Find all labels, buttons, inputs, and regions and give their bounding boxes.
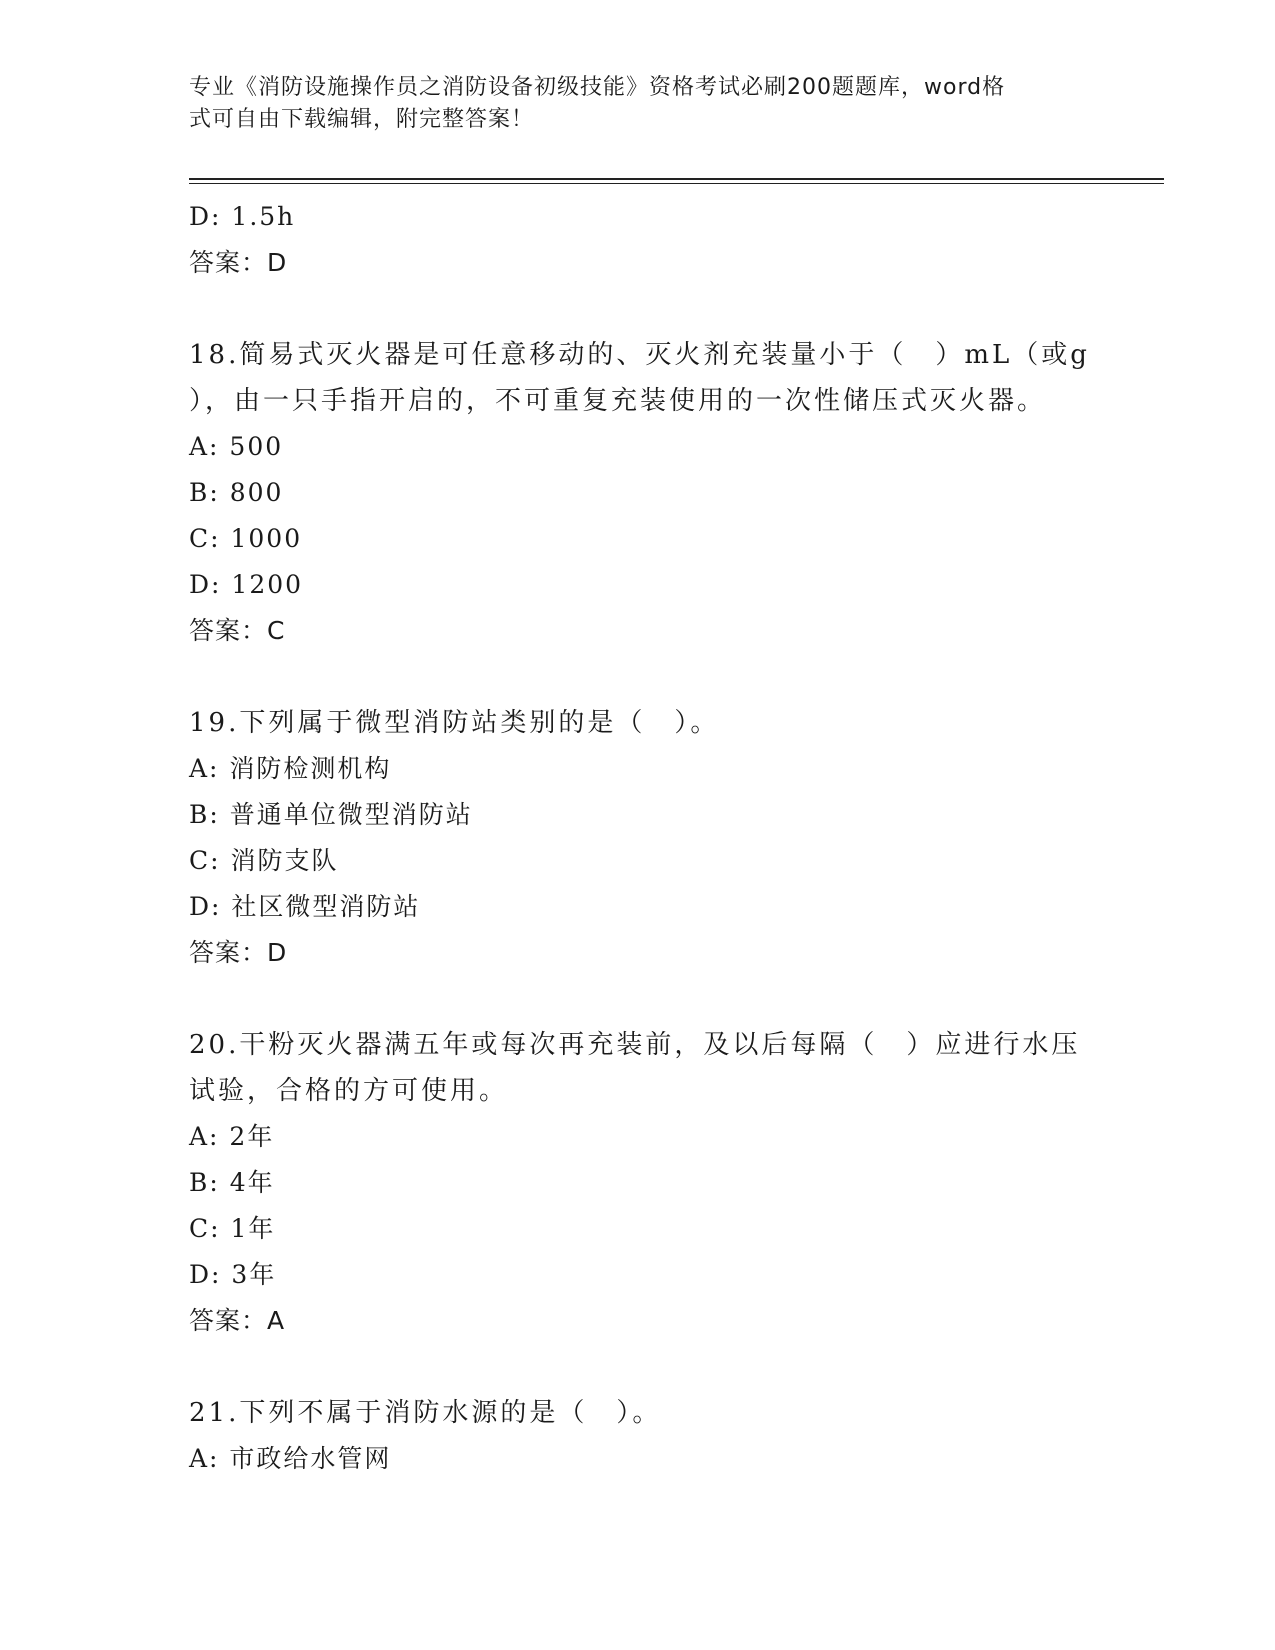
question-18-option-a: A: 500: [189, 432, 284, 461]
question-19: [189, 700, 1089, 976]
question-18-line-1: 18.简易式灭火器是可任意移动的、灭火剂充装量小于（ ）mL（或g: [189, 340, 1090, 370]
question-20-answer: 答案：A: [189, 1306, 286, 1335]
question-list: [189, 194, 1089, 1482]
question-20-option-a: A: 2年: [189, 1122, 275, 1151]
question-19-answer: 答案：D: [189, 938, 288, 967]
prev-answer: 答案：D: [189, 248, 288, 277]
question-21: [189, 1390, 1089, 1482]
spacer: [189, 1344, 1089, 1390]
question-20-line-1: 20.干粉灭火器满五年或每次再充装前，及以后每隔（ ）应进行水压: [189, 1030, 1081, 1060]
question-19-option-a: A: 消防检测机构: [189, 754, 392, 783]
question-18-option-c: C: 1000: [189, 524, 303, 553]
header-line-1: 专业《消防设施操作员之消防设备初级技能》资格考试必刷200题题库，word格: [189, 75, 1006, 100]
header-divider-thick: [189, 178, 1164, 180]
prev-option-d: D: 1.5h: [189, 202, 296, 231]
question-20-option-d: D: 3年: [189, 1260, 277, 1289]
question-20: [189, 1022, 1089, 1344]
spacer: [189, 654, 1089, 700]
header-line-2: 式可自由下载编辑，附完整答案！: [189, 107, 535, 132]
document-header: [189, 72, 1069, 136]
question-20-option-c: C: 1年: [189, 1214, 276, 1243]
question-20-option-b: B: 4年: [189, 1168, 275, 1197]
question-21-line-1: 21.下列不属于消防水源的是（ ）。: [189, 1398, 662, 1428]
question-20-line-2: 试验，合格的方可使用。: [189, 1076, 509, 1106]
question-18: [189, 332, 1089, 654]
question-19-option-d: D: 社区微型消防站: [189, 892, 421, 921]
question-19-option-c: C: 消防支队: [189, 846, 339, 875]
question-21-option-a: A: 市政给水管网: [189, 1444, 392, 1473]
spacer: [189, 286, 1089, 332]
question-18-line-2: ），由一只手指开启的，不可重复充装使用的一次性储压式灭火器。: [189, 386, 1047, 416]
question-18-answer: 答案：C: [189, 616, 286, 645]
question-18-option-d: D: 1200: [189, 570, 304, 599]
question-18-option-b: B: 800: [189, 478, 284, 507]
spacer: [189, 976, 1089, 1022]
question-19-option-b: B: 普通单位微型消防站: [189, 800, 473, 829]
header-divider-thin: [189, 183, 1164, 184]
question-19-line-1: 19.下列属于微型消防站类别的是（ ）。: [189, 708, 720, 738]
